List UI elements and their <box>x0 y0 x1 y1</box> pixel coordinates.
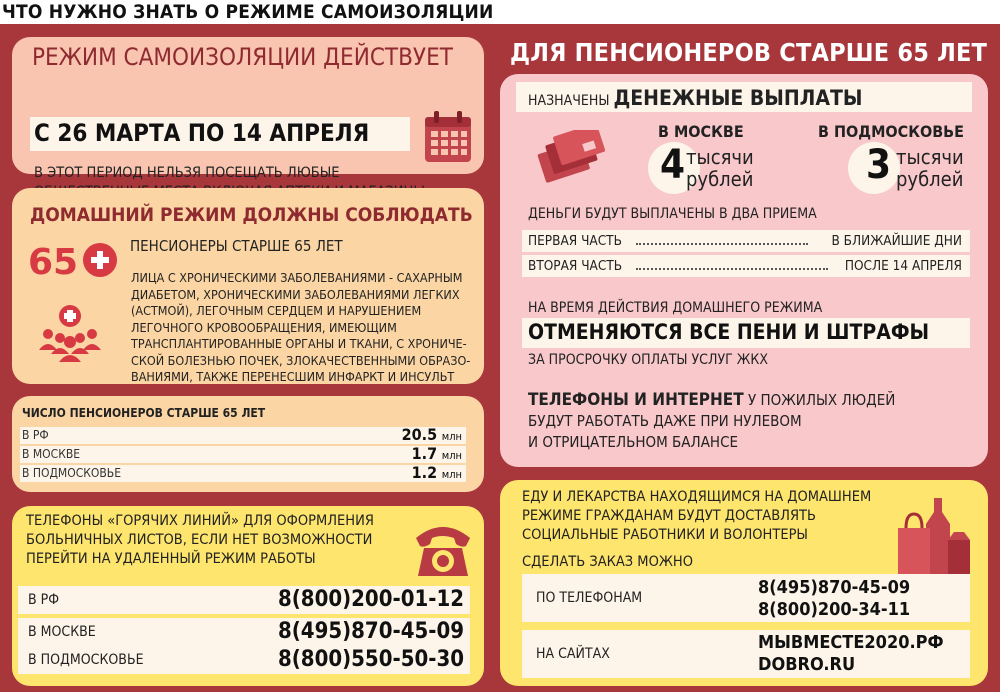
phones-line: БУДУТ РАБОТАТЬ ДАЖЕ ПРИ НУЛЕВОМ <box>528 412 802 430</box>
two-parts-label: ДЕНЬГИ БУДУТ ВЫПЛАЧЕНЫ В ДВА ПРИЕМА <box>528 206 817 222</box>
period-note-line: В ЭТОТ ПЕРИОД НЕЛЬЗЯ ПОСЕЩАТЬ ЛЮБЫЕ <box>34 165 340 181</box>
count-unit: млн <box>441 468 462 481</box>
payment-value: ПОСЛЕ 14 АПРЕЛЯ <box>844 258 962 274</box>
hotline-row-moscow <box>18 618 470 646</box>
order-sites <box>758 632 944 676</box>
food-title <box>522 488 882 545</box>
phones-line: У ПОЖИЛЫХ ЛЮДЕЙ <box>743 391 896 409</box>
people-group-icon <box>36 304 104 364</box>
phones-internet-heading: ТЕЛЕФОНЫ И ИНТЕРНЕТ <box>528 390 744 410</box>
hotline-label: В МОСКВЕ <box>28 624 96 640</box>
amount-unit-line: тысячи <box>686 145 754 169</box>
hotline-phone[interactable]: 8(800)550-50-30 <box>277 647 464 672</box>
payments-card <box>500 74 988 467</box>
payment-row-second <box>522 255 970 277</box>
chronic-line: ЛИЦА С ХРОНИЧЕСКИМИ ЗАБОЛЕВАНИЯМИ - САХАРНЫМ <box>131 270 463 285</box>
payment-label: ВТОРАЯ ЧАСТЬ <box>528 258 623 274</box>
order-by-phone-row <box>522 574 970 622</box>
count-label: В МОСКВЕ <box>22 447 81 461</box>
hotline-row-rf <box>18 586 470 614</box>
grocery-bags-icon <box>892 494 976 578</box>
hotlines-card <box>12 506 484 686</box>
food-title-line: ЕДУ И ЛЕКАРСТВА НАХОДЯЩИМСЯ НА ДОМАШНЕМ <box>522 489 872 505</box>
assigned-heading <box>528 86 862 110</box>
region-title: В ПОДМОСКОВЬЕ <box>818 122 964 141</box>
order-by-site-label: НА САЙТАХ <box>536 646 610 662</box>
money-cards-icon <box>534 130 610 186</box>
hotlines-title <box>26 512 406 569</box>
period-title: РЕЖИМ САМОИЗОЛЯЦИИ ДЕЙСТВУЕТ <box>32 43 453 71</box>
period-dates: С 26 МАРТА ПО 14 АПРЕЛЯ <box>34 119 370 147</box>
order-label: СДЕЛАТЬ ЗАКАЗ МОЖНО <box>522 554 693 570</box>
hotlines-title-line: ПЕРЕЙТИ НА УДАЛЕННЫЙ РЕЖИМ РАБОТЫ <box>26 551 316 567</box>
chronic-line: ЛЕГОЧНОГО КРОВООБРАЩЕНИЯ, ИМЕЮЩИМ <box>131 319 397 335</box>
telephone-icon <box>412 518 474 580</box>
food-title-line: СОЦИАЛЬНЫЕ РАБОТНИКИ И ВОЛОНТЕРЫ <box>522 527 808 543</box>
period-card <box>12 37 484 181</box>
count-label: В ПОДМОСКОВЬЕ <box>22 466 122 480</box>
count-value: 1.7 <box>411 444 438 463</box>
stay-home-title: ДОМАШНИЙ РЕЖИМ ДОЛЖНЫ СОБЛЮДАТЬ <box>30 204 473 226</box>
hotlines-title-line: ТЕЛЕФОНЫ «ГОРЯЧИХ ЛИНИЙ» ДЛЯ ОФОРМЛЕНИЯ <box>26 513 374 529</box>
count-row-region <box>20 465 466 482</box>
header-bar <box>0 0 1000 24</box>
age-65-plus-icon <box>28 240 120 280</box>
page-title: ЧТО НУЖНО ЗНАТЬ О РЕЖИМЕ САМОИЗОЛЯЦИИ <box>2 1 494 23</box>
hotline-phone[interactable]: 8(800)200-01-12 <box>277 587 464 612</box>
chronic-line: ВАНИЯМИ, ТАКЖЕ ПЕРЕНЕСШИМ ИНФАРКТ И ИНСУЛЬТ <box>131 369 455 384</box>
count-value: 1.2 <box>411 463 438 482</box>
region-amount-unit <box>896 146 964 190</box>
count-unit: млн <box>441 449 462 462</box>
hotline-phone[interactable]: 8(495)870-45-09 <box>277 619 464 644</box>
order-site-link[interactable]: DOBRO.RU <box>758 654 856 675</box>
age-badge-text: 65 <box>28 242 79 280</box>
chronic-line: ТРАНСПЛАНТИРОВАННЫЕ ОРГАНЫ И ТКАНИ, С ХРОНИЧЕ- <box>131 336 467 351</box>
region-amount: 3 <box>866 142 892 188</box>
count-value: 20.5 <box>401 425 438 444</box>
phones-internet-text <box>528 390 968 453</box>
chronic-line: ДИАБЕТОМ, ХРОНИЧЕСКИМИ ЗАБОЛЕВАНИЯМИ ЛЕГКИХ <box>131 286 460 302</box>
amount-unit-line: тысячи <box>896 145 964 169</box>
moscow-amount: 4 <box>660 142 686 188</box>
pensioners-label: ПЕНСИОНЕРЫ СТАРШЕ 65 ЛЕТ <box>130 237 343 255</box>
pensioner-counts-card <box>12 396 484 492</box>
assigned-big: ДЕНЕЖНЫЕ ВЫПЛАТЫ <box>613 86 863 110</box>
order-by-phone-label: ПО ТЕЛЕФОНАМ <box>536 590 643 606</box>
overdue-label: ЗА ПРОСРОЧКУ ОПЛАТЫ УСЛУГ ЖКХ <box>528 352 768 368</box>
hotline-row-region <box>18 646 470 674</box>
amount-unit-line: рублей <box>686 167 754 191</box>
calendar-icon <box>422 109 474 165</box>
hotline-label: В РФ <box>28 592 60 608</box>
order-phone[interactable]: 8(495)870-45-09 <box>758 577 911 598</box>
payment-label: ПЕРВАЯ ЧАСТЬ <box>528 233 622 249</box>
stay-home-card <box>12 188 484 384</box>
order-phone[interactable]: 8(800)200-34-11 <box>758 599 911 620</box>
count-unit: млн <box>441 430 462 443</box>
order-by-site-row <box>522 630 970 678</box>
order-phones <box>758 577 910 621</box>
food-title-line: РЕЖИМЕ ГРАЖДАНАМ БУДУТ ДОСТАВЛЯТЬ <box>522 508 816 524</box>
amount-unit-line: рублей <box>896 167 964 191</box>
during-label: НА ВРЕМЯ ДЕЙСТВИЯ ДОМАШНЕГО РЕЖИМА <box>528 300 823 316</box>
hotline-label: В ПОДМОСКОВЬЕ <box>28 652 144 668</box>
food-delivery-card <box>500 480 988 686</box>
payment-value: В БЛИЖАЙШИЕ ДНИ <box>831 233 962 249</box>
order-site-link[interactable]: МЫВМЕСТЕ2020.РФ <box>758 632 944 653</box>
leader-dots <box>636 243 808 245</box>
chronic-line: (АСТМОЙ), ЛЕГОЧНЫМ СЕРДЦЕМ И НАРУШЕНИЕМ <box>131 303 422 318</box>
moscow-title: В МОСКВЕ <box>658 122 744 141</box>
assigned-small: НАЗНАЧЕНЫ <box>528 93 614 109</box>
count-row-rf <box>20 427 466 444</box>
count-label: В РФ <box>22 428 49 442</box>
counts-title: ЧИСЛО ПЕНСИОНЕРОВ СТАРШЕ 65 ЛЕТ <box>22 406 266 420</box>
hotlines-title-line: БОЛЬНИЧНЫХ ЛИСТОВ, ЕСЛИ НЕТ ВОЗМОЖНОСТИ <box>26 532 373 548</box>
leader-dots <box>636 268 828 270</box>
seniors-title: ДЛЯ ПЕНСИОНЕРОВ СТАРШЕ 65 ЛЕТ <box>510 38 988 67</box>
payment-row-first <box>522 230 970 252</box>
count-row-moscow <box>20 446 466 463</box>
chronic-diseases-text <box>131 270 476 386</box>
chronic-line: СКОЙ БОЛЕЗНЬЮ ПОЧЕК, ЗЛОКАЧЕСТВЕННЫМИ ОБРАЗО- <box>131 352 471 368</box>
phones-line: И ОТРИЦАТЕЛЬНОМ БАЛАНСЕ <box>528 433 739 451</box>
moscow-amount-unit <box>686 146 754 190</box>
cancel-fines: ОТМЕНЯЮТСЯ ВСЕ ПЕНИ И ШТРАФЫ <box>528 320 930 344</box>
